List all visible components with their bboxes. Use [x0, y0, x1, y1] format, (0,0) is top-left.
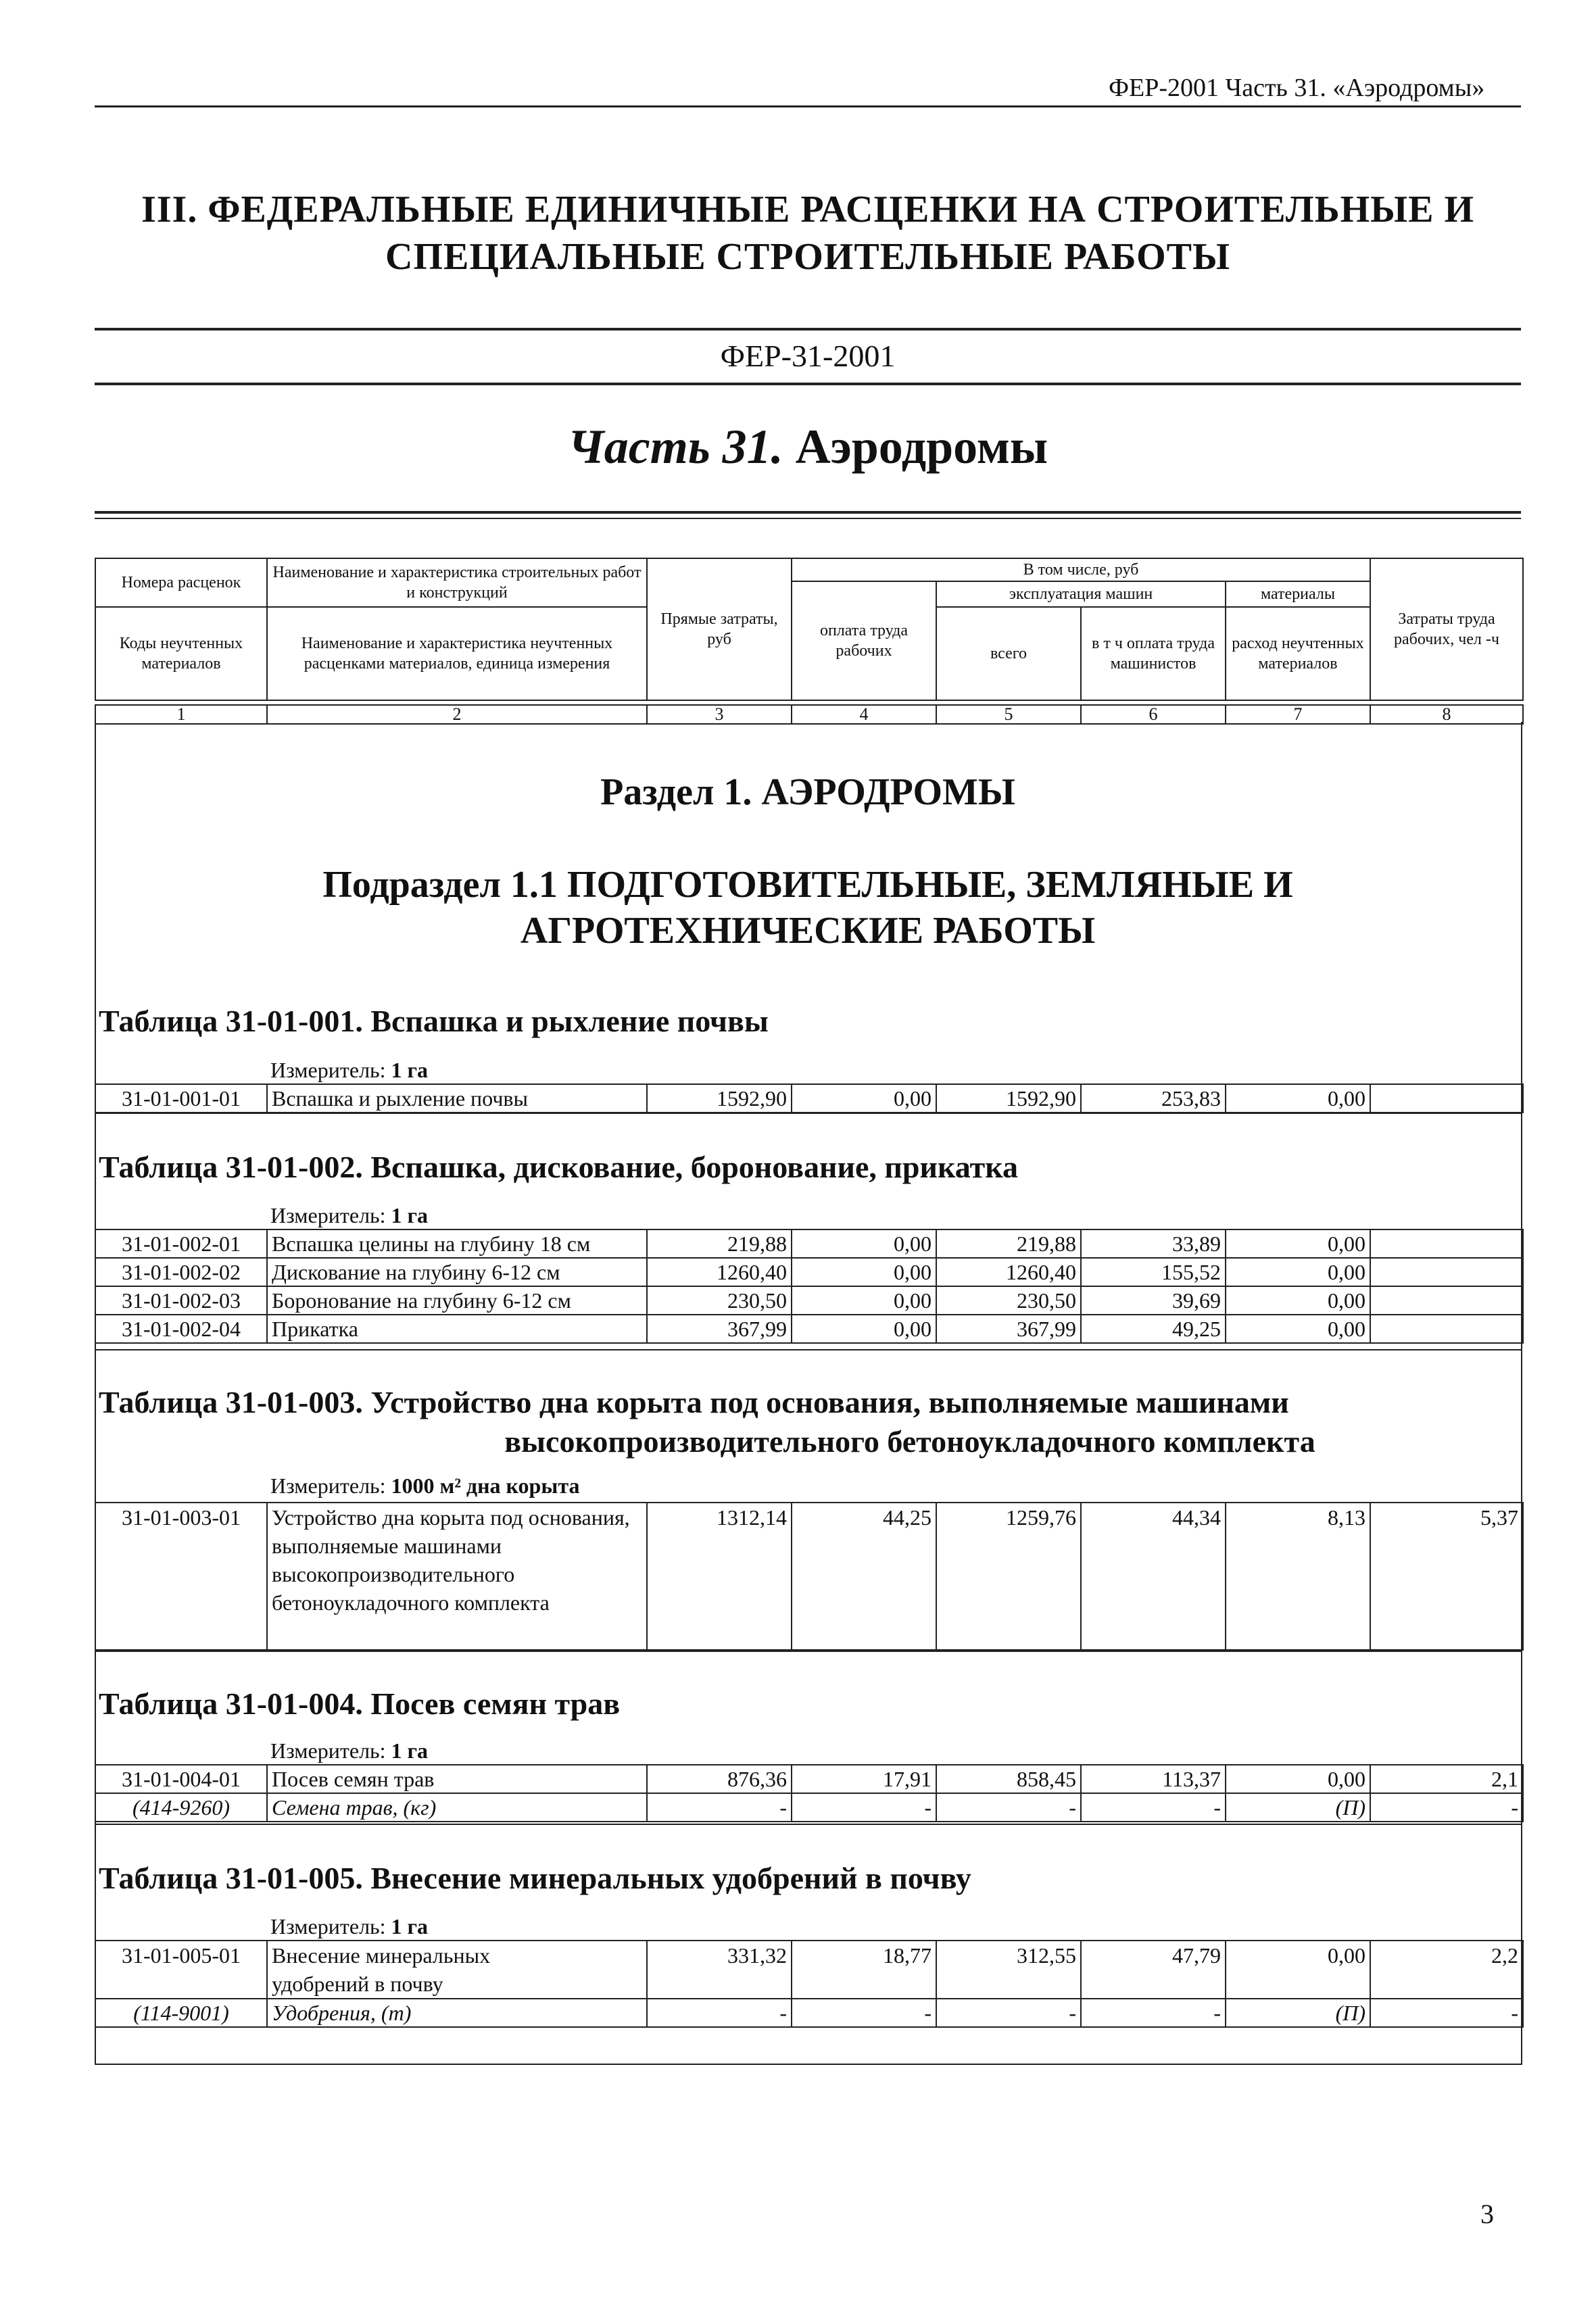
col1-top: Номера расценок [95, 558, 267, 607]
cell-value: 44,34 [1081, 1503, 1226, 1650]
table3-measure [270, 1473, 579, 1498]
cell-value: 0,00 [792, 1084, 936, 1113]
cell-value: 1312,14 [647, 1503, 792, 1650]
col-num: 5 [936, 705, 1081, 724]
column-header-table [95, 558, 1524, 701]
part-name: Аэродромы [795, 420, 1048, 474]
cell-value: 253,83 [1081, 1084, 1226, 1113]
podrazdel-title [95, 862, 1521, 954]
work-name: Вспашка и рыхление почвы [267, 1084, 647, 1113]
measure-unit: 1000 м² дна корыта [391, 1473, 580, 1498]
cell-value: 8,13 [1226, 1503, 1370, 1650]
cell-value: (П) [1226, 1793, 1370, 1822]
col-num: 3 [647, 705, 792, 724]
table2-title: Таблица 31-01-002. Вспашка, дискование, боронование, прикатка [99, 1150, 1019, 1184]
table-row [95, 1258, 1523, 1286]
cell-value: 0,00 [792, 1286, 936, 1315]
razdel-title: Раздел 1. АЭРОДРОМЫ [600, 771, 1015, 813]
rule-double-a [95, 511, 1521, 514]
cell-value: 44,25 [792, 1503, 936, 1650]
measure-unit: 1 га [391, 1058, 429, 1082]
rate-code: 31-01-004-01 [95, 1765, 267, 1793]
cell-value: 858,45 [936, 1765, 1081, 1793]
separator [95, 1349, 1522, 1350]
table3-title-line2: высокопроизводительного бетоноукладочного комплекта [504, 1424, 1315, 1459]
col2-top: Наименование и характеристика строительных работ и конструкций [267, 558, 647, 607]
table4-title: Таблица 31-01-004. Посев семян трав [99, 1686, 621, 1721]
cell-value: 0,00 [1226, 1286, 1370, 1315]
col-materials: материалы [1226, 581, 1370, 607]
table-row [95, 1229, 1523, 1258]
header-rule [95, 105, 1521, 107]
table2-data [95, 1229, 1524, 1344]
table1-title: Таблица 31-01-001. Вспашка и рыхление почвы [99, 1004, 769, 1038]
work-name [267, 1941, 647, 1999]
section-title-line1: III. ФЕДЕРАЛЬНЫЕ ЕДИНИЧНЫЕ РАСЦЕНКИ НА СТРОИТЕЛЬНЫЕ И [141, 189, 1475, 230]
table2-measure [270, 1203, 428, 1228]
work-name: Посев семян трав [267, 1765, 647, 1793]
table1-measure [270, 1058, 428, 1083]
cell-value [1370, 1084, 1523, 1113]
material-name: Удобрения, (т) [267, 1999, 647, 2027]
col-num: 1 [95, 705, 267, 724]
cell-value: 1259,76 [936, 1503, 1081, 1650]
cell-value: (П) [1226, 1999, 1370, 2027]
cell-value: - [1370, 1999, 1523, 2027]
work-name: Устройство дна корыта под основания, выполняемые машинами высокопроизводительного бетоноукладочного комплекта [267, 1503, 647, 1650]
col3: Прямые затраты, руб [647, 558, 792, 700]
col6: в т ч оплата труда машинистов [1081, 607, 1226, 700]
cell-value: 18,77 [792, 1941, 936, 1999]
col-machines: эксплуатация машин [936, 581, 1226, 607]
table-row [95, 1793, 1523, 1822]
table4-measure [270, 1738, 428, 1763]
cell-value: 367,99 [647, 1315, 792, 1343]
cell-value: 2,1 [1370, 1765, 1523, 1793]
rate-code: 31-01-002-04 [95, 1315, 267, 1343]
table4-data [95, 1764, 1524, 1822]
cell-value: 331,32 [647, 1941, 792, 1999]
table-row [95, 1286, 1523, 1315]
material-code: (114-9001) [95, 1999, 267, 2027]
measure-prefix: Измеритель: [270, 1203, 386, 1227]
rate-code: 31-01-001-01 [95, 1084, 267, 1113]
measure-unit: 1 га [391, 1738, 429, 1763]
cell-value: 0,00 [1226, 1258, 1370, 1286]
fer-code: ФЕР-31-2001 [720, 339, 896, 373]
section-title-line2: СПЕЦИАЛЬНЫЕ СТРОИТЕЛЬНЫЕ РАБОТЫ [385, 236, 1230, 278]
work-name: Дискование на глубину 6-12 см [267, 1258, 647, 1286]
cell-value [1370, 1315, 1523, 1343]
table5-measure [270, 1914, 428, 1939]
cell-value: 312,55 [936, 1941, 1081, 1999]
table3-data [95, 1502, 1524, 1651]
cell-value: - [1081, 1793, 1226, 1822]
cell-value: - [1081, 1999, 1226, 2027]
table1-data [95, 1083, 1524, 1113]
table3-title-line1: Таблица 31-01-003. Устройство дна корыта под основания, выполняемые машинами [99, 1385, 1289, 1419]
cell-value: - [647, 1999, 792, 2027]
cell-value: 876,36 [647, 1765, 792, 1793]
cell-value: 49,25 [1081, 1315, 1226, 1343]
col-num: 2 [267, 705, 647, 724]
cell-value: 1592,90 [936, 1084, 1081, 1113]
col-num: 4 [792, 705, 936, 724]
cell-value: 1260,40 [647, 1258, 792, 1286]
rate-code: 31-01-005-01 [95, 1941, 267, 1999]
table5-title: Таблица 31-01-005. Внесение минеральных удобрений в почву [99, 1861, 971, 1895]
table3-title [99, 1383, 1518, 1461]
measure-prefix: Измеритель: [270, 1738, 386, 1763]
col7: расход неучтенных материалов [1226, 607, 1370, 700]
running-header: ФЕР-2001 Часть 31. «Аэродромы» [1109, 74, 1485, 102]
work-name-line2: удобрений в почву [272, 1972, 443, 1996]
cell-value [1370, 1229, 1523, 1258]
separator [95, 1113, 1522, 1114]
cell-value: - [792, 1793, 936, 1822]
page-number: 3 [1480, 2199, 1494, 2229]
cell-value: 5,37 [1370, 1503, 1523, 1650]
col2-bottom: Наименование и характеристика неучтенных расценками материалов, единица измерения [267, 607, 647, 700]
rate-code: 31-01-002-02 [95, 1258, 267, 1286]
cell-value: 0,00 [1226, 1229, 1370, 1258]
work-name: Боронование на глубину 6-12 см [267, 1286, 647, 1315]
table-row [95, 1315, 1523, 1343]
cell-value: - [792, 1999, 936, 2027]
measure-prefix: Измеритель: [270, 1473, 386, 1498]
table-row [95, 1999, 1523, 2027]
cell-value: 113,37 [1081, 1765, 1226, 1793]
col-incl: В том числе, руб [792, 558, 1370, 581]
cell-value: - [647, 1793, 792, 1822]
cell-value: 230,50 [936, 1286, 1081, 1315]
cell-value: 155,52 [1081, 1258, 1226, 1286]
section-title [95, 186, 1521, 281]
part-title [95, 419, 1521, 475]
table-row [95, 1503, 1523, 1650]
col4: оплата труда рабочих [792, 581, 936, 700]
cell-value: 0,00 [1226, 1765, 1370, 1793]
measure-prefix: Измеритель: [270, 1914, 386, 1939]
cell-value: - [936, 1999, 1081, 2027]
rate-code: 31-01-003-01 [95, 1503, 267, 1650]
col5: всего [936, 607, 1081, 700]
col8: Затраты труда рабочих, чел -ч [1370, 558, 1523, 700]
col1-bottom: Коды неучтенных материалов [95, 607, 267, 700]
table-row [95, 1941, 1523, 1999]
work-name: Вспашка целины на глубину 18 см [267, 1229, 647, 1258]
cell-value: 17,91 [792, 1765, 936, 1793]
cell-value: 1260,40 [936, 1258, 1081, 1286]
cell-value: - [936, 1793, 1081, 1822]
cell-value: 47,79 [1081, 1941, 1226, 1999]
cell-value: - [1370, 1793, 1523, 1822]
cell-value: 0,00 [792, 1258, 936, 1286]
material-code: (414-9260) [95, 1793, 267, 1822]
work-name-line1: Внесение минеральных [272, 1943, 491, 1968]
measure-prefix: Измеритель: [270, 1058, 386, 1082]
col-num: 8 [1370, 705, 1523, 724]
cell-value: 0,00 [792, 1229, 936, 1258]
work-name: Прикатка [267, 1315, 647, 1343]
cell-value: 219,88 [936, 1229, 1081, 1258]
cell-value [1370, 1286, 1523, 1315]
cell-value: 219,88 [647, 1229, 792, 1258]
separator [95, 1651, 1522, 1652]
cell-value: 367,99 [936, 1315, 1081, 1343]
separator [95, 1824, 1522, 1825]
measure-unit: 1 га [391, 1914, 429, 1939]
col-num: 7 [1226, 705, 1370, 724]
cell-value: 0,00 [1226, 1084, 1370, 1113]
cell-value: 2,2 [1370, 1941, 1523, 1999]
table-row [95, 1765, 1523, 1793]
podrazdel-line2: АГРОТЕХНИЧЕСКИЕ РАБОТЫ [520, 910, 1096, 952]
cell-value: 0,00 [792, 1315, 936, 1343]
podrazdel-line1: Подраздел 1.1 ПОДГОТОВИТЕЛЬНЫЕ, ЗЕМЛЯНЫЕ И [322, 864, 1293, 906]
rule-double-b [95, 518, 1521, 519]
cell-value: 39,69 [1081, 1286, 1226, 1315]
rule-mid [95, 383, 1521, 385]
cell-value [1370, 1258, 1523, 1286]
table-row [95, 1084, 1523, 1113]
cell-value: 1592,90 [647, 1084, 792, 1113]
measure-unit: 1 га [391, 1203, 429, 1227]
cell-value: 230,50 [647, 1286, 792, 1315]
cell-value: 33,89 [1081, 1229, 1226, 1258]
material-name: Семена трав, (кг) [267, 1793, 647, 1822]
rule-top [95, 328, 1521, 331]
rate-code: 31-01-002-03 [95, 1286, 267, 1315]
col-num: 6 [1081, 705, 1226, 724]
cell-value: 0,00 [1226, 1941, 1370, 1999]
part-label: Часть 31. [567, 420, 783, 474]
rate-code: 31-01-002-01 [95, 1229, 267, 1258]
table5-data [95, 1940, 1524, 2028]
cell-value: 0,00 [1226, 1315, 1370, 1343]
